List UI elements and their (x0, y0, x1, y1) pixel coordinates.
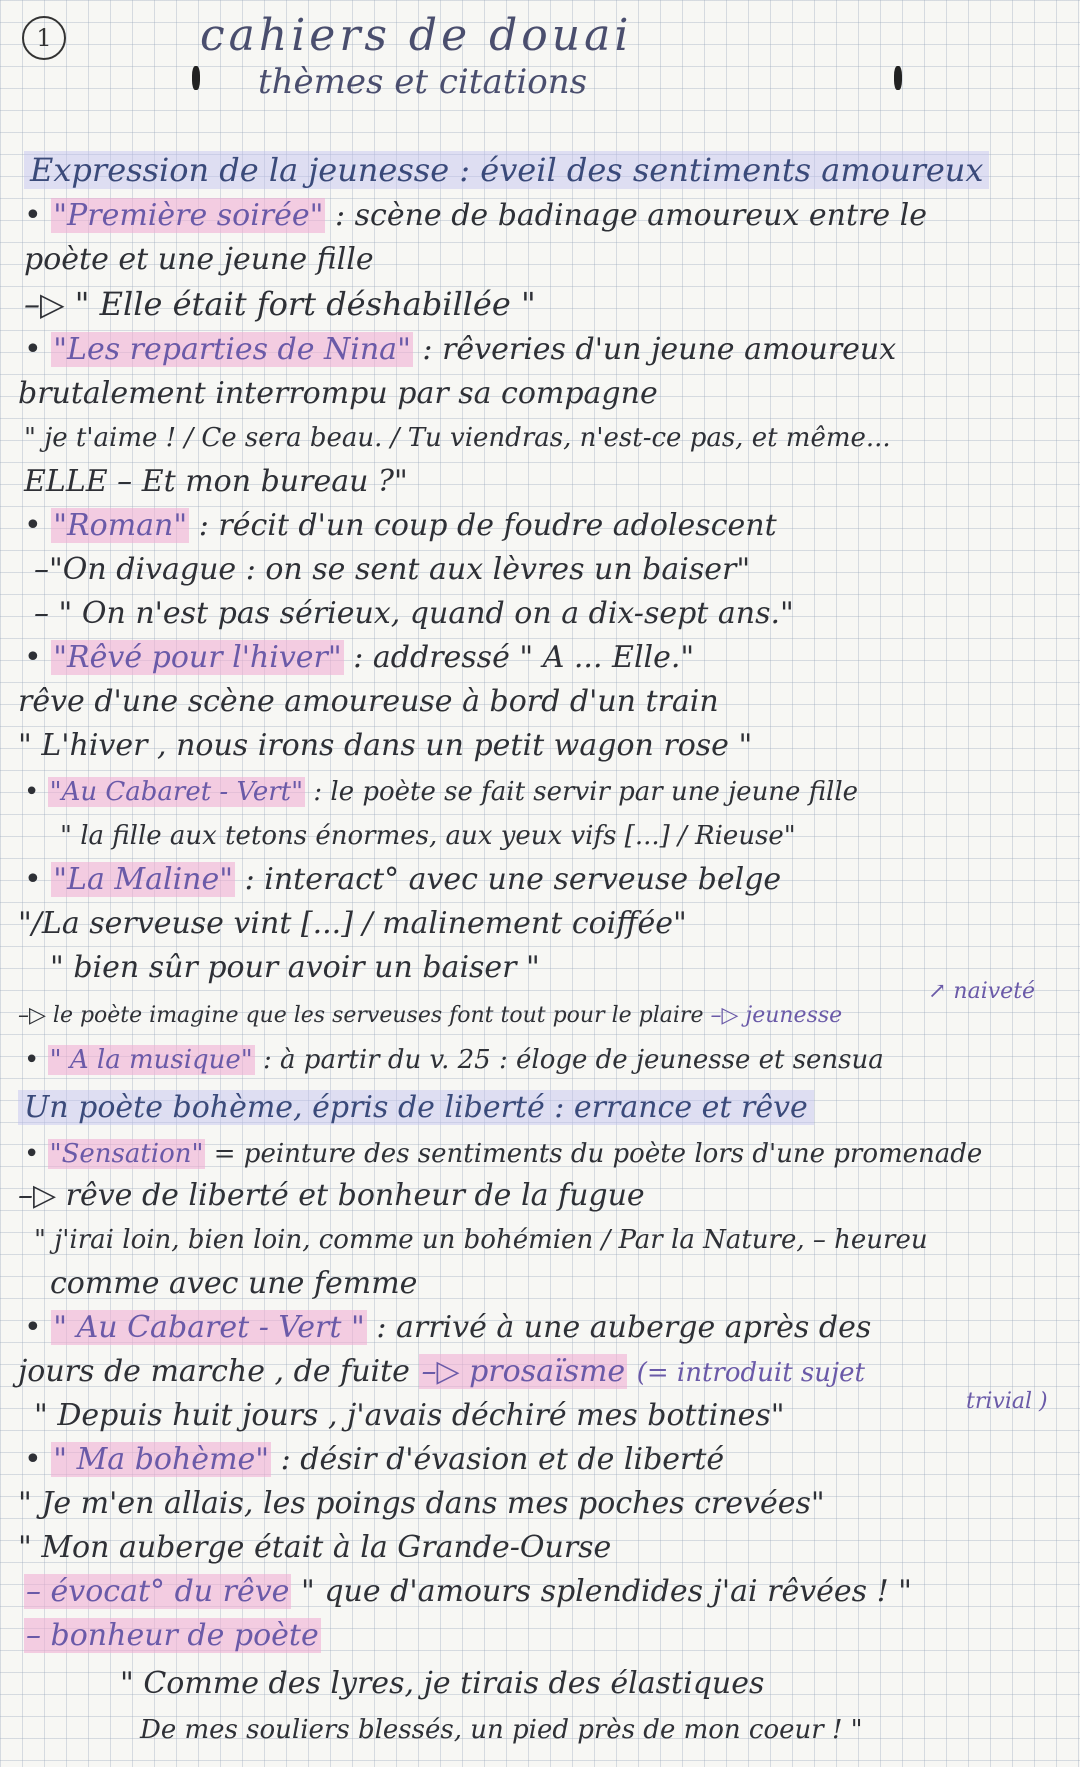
poem-title: "Les reparties de Nina" (53, 332, 411, 367)
note-text: : scène de badinage amoureux entre le (335, 198, 928, 233)
note-line (18, 996, 842, 1036)
binder-hole-right (894, 66, 902, 90)
note-line (24, 506, 777, 546)
note-line (18, 1352, 865, 1393)
note-line (24, 1040, 884, 1080)
note-text: : désir d'évasion et de liberté (280, 1442, 725, 1477)
note-text: : addressé " A ... Elle." (353, 640, 695, 675)
poem-title: "Première soirée" (53, 198, 324, 233)
note-text: = peinture des sentiments du poète lors d'une promenade (213, 1139, 983, 1169)
note-text: : le poète se fait servir par une jeune fille (313, 777, 859, 807)
quote-line: –▷ " Elle était fort déshabillée " (24, 285, 536, 323)
note-text: jours de marche , de fuite (18, 1354, 410, 1389)
note-line (24, 330, 896, 370)
note-text: –▷ le poète imagine que les serveuses font tout pour le plaire (18, 1003, 704, 1028)
note-line (24, 772, 858, 812)
section-highlight: Un poète bohème, épris de liberté : errance et rêve (18, 1090, 814, 1125)
bullet: • (24, 198, 42, 233)
poem-title: " Au Cabaret - Vert " (53, 1310, 365, 1345)
quote-text: " que d'amours splendides j'ai rêvées ! " (300, 1574, 912, 1609)
quote-line: " j'irai loin, bien loin, comme un bohémien / Par la Nature, – heureu (34, 1225, 928, 1255)
quote-line: –"On divague : on se sent aux lèvres un baiser" (34, 552, 751, 587)
note-line (24, 1308, 871, 1348)
note-line (24, 1440, 724, 1480)
note-line (24, 1134, 982, 1174)
poem-title: "Sensation" (49, 1139, 204, 1169)
highlight-term: –▷ prosaïsme (421, 1354, 626, 1389)
highlight-term: – bonheur de poète (26, 1618, 319, 1653)
note-line (24, 638, 694, 678)
highlight-term: – évocat° du rêve (26, 1574, 290, 1609)
section-heading-bohemian (18, 1088, 814, 1128)
note-line (24, 196, 927, 236)
note-text: : à partir du v. 25 : éloge de jeunesse et sensua (263, 1045, 884, 1075)
margin-note: ↗ naiveté (928, 979, 1036, 1004)
bullet: • (24, 862, 42, 897)
quote-line: " la fille aux tetons énormes, aux yeux vifs [...] / Rieuse" (60, 821, 796, 851)
bullet: • (24, 508, 42, 543)
bullet: • (24, 640, 42, 675)
note-line (24, 1572, 912, 1612)
poem-title: "Roman" (53, 508, 188, 543)
quote-line: " bien sûr pour avoir un baiser " (50, 950, 540, 985)
bullet: • (24, 332, 42, 367)
quote-line: De mes souliers blessés, un pied près de mon coeur ! " (140, 1715, 863, 1745)
section-heading-youth (24, 150, 989, 190)
margin-note: –▷ jeunesse (710, 1003, 843, 1028)
binder-hole-left (192, 66, 200, 90)
bullet: • (24, 1310, 42, 1345)
note-line: poète et une jeune fille (24, 242, 374, 277)
quote-line: " Mon auberge était à la Grande-Ourse (18, 1530, 612, 1565)
bullet: • (24, 1139, 40, 1169)
poem-title: "Rêvé pour l'hiver" (53, 640, 342, 675)
note-line: rêve d'une scène amoureuse à bord d'un train (18, 684, 719, 719)
page-subtitle: thèmes et citations (258, 62, 588, 102)
note-text: : rêveries d'un jeune amoureux (422, 332, 897, 367)
quote-line: " je t'aime ! / Ce sera beau. / Tu viendras, n'est-ce pas, et même... (24, 423, 891, 453)
page-title: cahiers de douai (200, 10, 633, 61)
quote-line: " L'hiver , nous irons dans un petit wagon rose " (18, 728, 753, 763)
quote-line: " Comme des lyres, je tirais des élastiques (120, 1666, 765, 1701)
margin-note: (= introduit sujet (636, 1358, 865, 1388)
note-text: : interact° avec une serveuse belge (244, 862, 782, 897)
bullet: • (24, 1442, 42, 1477)
quote-line: comme avec une femme (50, 1266, 418, 1301)
section-highlight: Expression de la jeunesse : éveil des sentiments amoureux (24, 151, 989, 189)
note-line (24, 1616, 321, 1656)
note-text: : récit d'un coup de foudre adolescent (198, 508, 777, 543)
note-text: : arrivé à une auberge après des (376, 1310, 872, 1345)
note-line (24, 860, 781, 900)
page-number-circle: 1 (22, 16, 66, 60)
quote-line: – " On n'est pas sérieux, quand on a dix-sept ans." (34, 596, 794, 631)
quote-line: "/La serveuse vint [...] / malinement coiffée" (18, 906, 687, 941)
quote-line: " Depuis huit jours , j'avais déchiré mes bottines" (34, 1398, 785, 1433)
note-line: –▷ rêve de liberté et bonheur de la fugue (18, 1178, 645, 1213)
poem-title: " Ma bohème" (53, 1442, 270, 1477)
margin-note: trivial ) (966, 1389, 1048, 1414)
bullet: • (24, 777, 40, 807)
note-line: brutalement interrompu par sa compagne (18, 376, 658, 411)
poem-title: " A la musique" (49, 1045, 253, 1075)
poem-title: "La Maline" (53, 862, 234, 897)
quote-line: " Je m'en allais, les poings dans mes poches crevées" (18, 1486, 825, 1521)
quote-line: ELLE – Et mon bureau ?" (24, 464, 408, 499)
bullet: • (24, 1045, 40, 1075)
poem-title: "Au Cabaret - Vert" (49, 777, 304, 807)
